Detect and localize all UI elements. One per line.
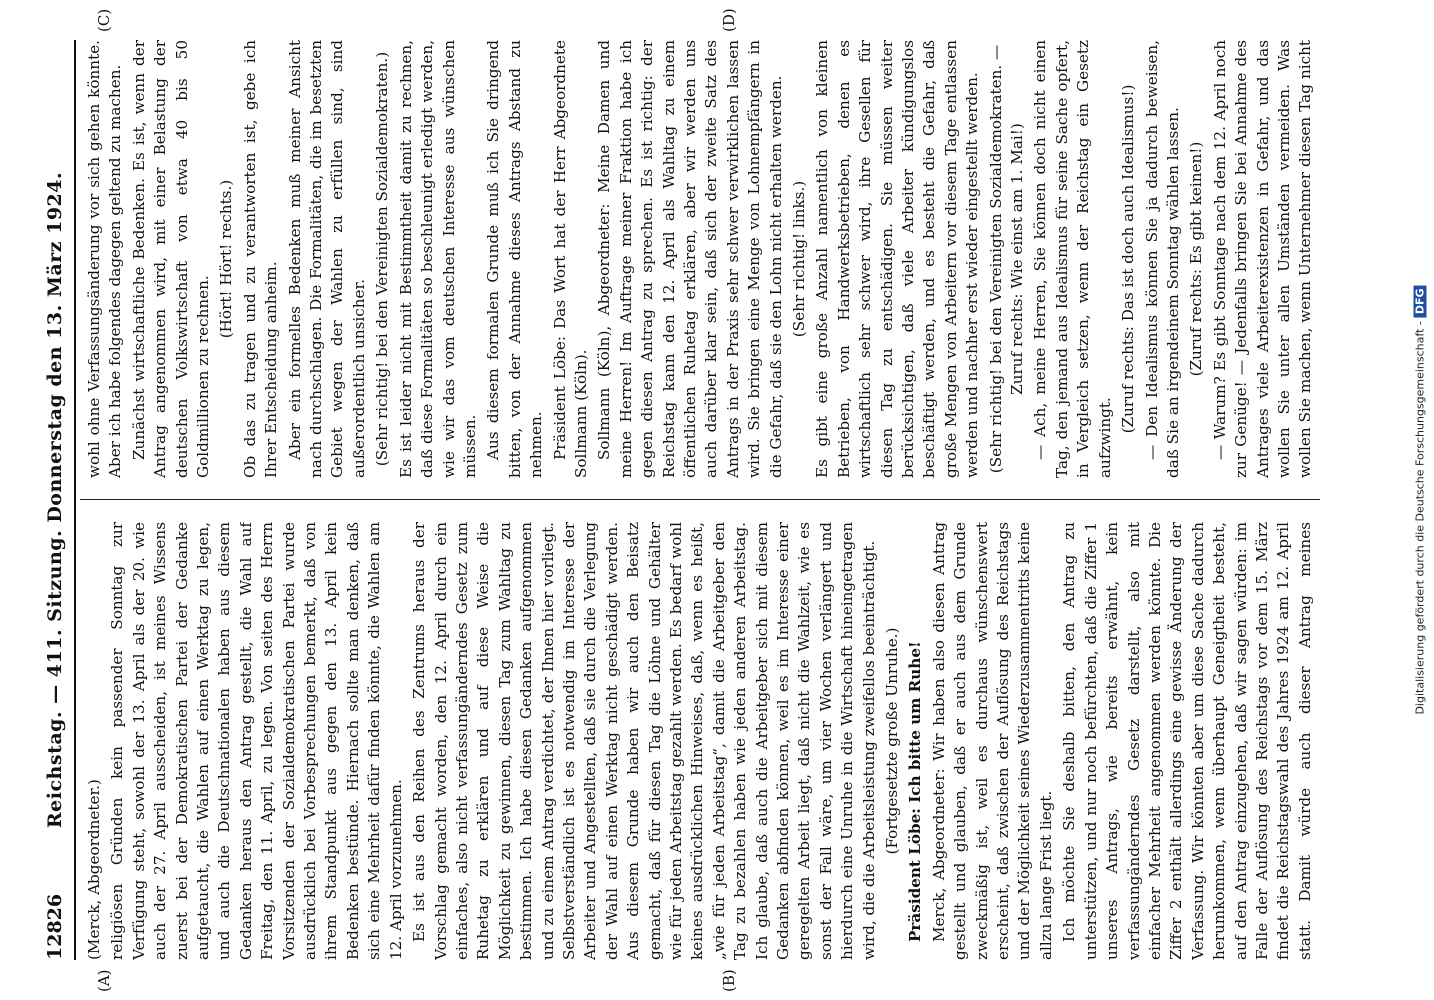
interjection: (Hört! Hört! rechts.) — [217, 179, 236, 339]
margin-marker-a: (A) — [95, 969, 113, 992]
right-column — [84, 40, 1314, 478]
paragraph: wohl ohne Verfassungsänderung vor sich gehen könnte. Aber ich habe folgendes dagegen geltend zu machen. — [85, 40, 125, 478]
page-title: Reichstag. — 411. Sitzung. Donnerstag den 13. März 1924. — [44, 171, 66, 829]
paragraph: — Den Idealismus können Sie ja dadurch beweisen, daß Sie an irgendeinem Sonntag wählen lassen. — [1142, 40, 1182, 478]
column-divider — [80, 499, 1320, 500]
page-header — [40, 40, 76, 960]
president-remark: Präsident Löbe: Das Wort hat der Herr Abgeordnete Sollmann (Köln). — [550, 40, 590, 478]
left-column — [84, 522, 1314, 960]
dfg-logo: DFG — [1414, 285, 1427, 317]
speaker-note: (Merck, Abgeordneter.) — [85, 779, 103, 960]
paragraph: Sollmann (Köln), Abgeordneter: Meine Damen und meine Herren! Im Auftrage meiner Fraktion habe ich gegen diesen Antrag zu sprechen. Es ist richtig: der Reichstag kann den 12. April als Wahltag zu einem öffentlichen Ruhetag erklären, aber wir werden uns auch darüber klar sein, daß sich der zweite Satz des Antrags in der Praxis sehr schwer verwirklichen lassen wird. Sie bringen eine Menge von Lohnempfängern in die Gefahr, daß sie den Lohn nicht erhalten werden. — [595, 40, 785, 478]
interjection: (Sehr richtig! bei den Vereinigten Sozialdemokraten. — Zuruf rechts: Wie einst am 1. Mai!) — [986, 44, 1027, 474]
interjection: (Sehr richtig! links.) — [790, 180, 808, 338]
paragraph: Es ist leider nicht mit Bestimmtheit damit zu rechnen, daß diese Formalitäten so beschleunigt erledigt werden, wie wir das vom deutschen Interesse aus wünschen müssen. — [396, 40, 479, 478]
paragraph: Zunächst wirtschaftliche Bedenken. Es ist, wenn der Antrag angenommen wird, mit einer Belastung der deutschen Volkswirtschaft von etwa 40 bis 50 Goldmillionen zu rechnen. — [129, 40, 213, 478]
paragraph: Es ist aus den Reihen des Zentrums heraus der Vorschlag gemacht worden, den 12. April durch ein einfaches, also nicht verfassungänderndes Gesetz zum Ruhetag zu erklären und auf diese Weise die Möglichkeit zu gewinnen, diesen Tag zum Wahltag zu bestimmen. Ich habe diesen Gedanken aufgenommen und zu einem Antrag verdichtet, der Ihnen hier vorliegt. Selbstverständlich ist es notwendig im Interesse der Arbeiter und Angestellten, daß sie durch die Verlegung der Wahl auf einen Werktag nicht geschädigt werden. Aus diesem Grunde haben wir auch den Beisatz gemacht, daß für diesen Tag die Löhne und Gehälter wie für jeden Arbeitstag gezahlt werden. Es bedarf wohl keines ausdrücklichen Hinweises, daß, wenn es heißt, „wie für jeden Arbeitstag“, damit die Arbeitgeber den Tag zu bezahlen haben wie jeden anderen Arbeitstag. Ich glaube, daß auch die Arbeitgeber sich mit diesem Gedanken abfinden können, weil es im Interesse einer geregelten Arbeit liegt, daß nicht die Wahlzeit, wie es sonst der Fall wäre, um vier Wochen verlängert und hierdurch eine Unruhe in die Wirtschaft hineingetragen wird, die die Arbeitsleistung zweifellos beeinträchtigt. — [410, 522, 878, 960]
paragraph: Aus diesem formalen Grunde muß ich Sie dringend bitten, von der Annahme dieses Antrags Abstand zu nehmen. — [484, 40, 546, 478]
paragraph: — Ach, meine Herren, Sie können doch nicht einen Tag, den jemand aus Idealismus für seine Sache opfert, in Vergleich setzen, wenn der Reichstag ein Gesetz aufzwingt. — [1031, 40, 1114, 478]
interjection: (Sehr richtig! bei den Vereinigten Sozialdemokraten.) — [373, 51, 392, 467]
credit-text: Digitalisierung gefördert durch die Deutsche Forschungsgemeinschaft - — [1413, 321, 1427, 715]
paragraph: Es gibt eine große Anzahl namentlich von kleinen Betrieben, von Handwerksbetrieben, denen es wirtschaftlich sehr schwer wird, ihre Gesellen für diesen Tag zu entschädigen. Sie müssen weiter berücksichtigen, daß viele Arbeiter kündigungslos beschäftigt werden, und es besteht die Gefahr, daß große Mengen von Arbeitern vor diesem Tage entlassen werden und nachher erst wieder eingestellt werden. — [813, 40, 982, 478]
page-number: 12826 — [44, 893, 66, 960]
president-remark: Präsident Löbe: Ich bitte um Ruhe! — [906, 641, 925, 942]
paragraph: Ich möchte Sie deshalb bitten, den Antrag zu unterstützen, und nur noch befürchten, daß die Ziffer 1 unseres Antrags, wie bereits erwähnt, kein verfassungänderndes Gesetz darstellt, also mit einfacher Mehrheit angenommen werden könnte. Die Ziffer 2 enthält allerdings eine gewisse Änderung der Verfassung. Wir könnten aber um diese Sache dadurch herumkommen, wenn überhaupt Geneigtheit besteht, auf den Antrag einzugehen, daß wir sagen würden: im Falle der Auflösung des Reichstags vor dem 15. März findet die Reichstagswahl des Jahres 1924 am 12. April statt. Damit würde auch dieser Antrag meines — [1060, 522, 1314, 960]
paragraph: Aber ein formelles Bedenken muß meiner Ansicht nach durchschlagen. Die Formalitäten, die im besetzten Gebiet wegen der Wahlen zu erfüllen sind, sind außerordentlich unsicher. — [285, 40, 368, 478]
margin-marker-b: (B) — [720, 969, 738, 992]
margin-marker-d: (D) — [720, 8, 738, 32]
paragraph: religiösen Gründen kein passender Sonntag zur Verfügung steht, sowohl der 13. April als der 20. wie auch der 27. April ausscheiden, ist meines Wissens zuerst bei der Demokratischen Partei der Gedanke aufgetaucht, die Wahlen auf einen Werktag zu legen, und auch die Deutschnationalen haben aus diesem Gedanken heraus den Antrag gestellt, die Wahl auf Freitag, den 11. April, zu legen. Von seiten des Herrn Vorsitzenden der Sozialdemokratischen Partei wurde ausdrücklich bei Vorbesprechungen bemerkt, daß von ihrem Standpunkt aus gegen den 13. April kein Bedenken bestünde. Hiernach sollte man denken, daß sich eine Mehrheit dafür finden könnte, die Wahlen am 12. April vorzunehmen. — [108, 522, 405, 960]
interjection: (Zuruf rechts: Es gibt keinen!) — [1187, 141, 1206, 377]
interjection: (Zuruf rechts: Das ist doch auch Idealismus!) — [1119, 84, 1138, 434]
credit-text-wrap — [1414, 285, 1427, 714]
digitization-credit — [1410, 10, 1430, 990]
paragraph: Merck, Abgeordneter: Wir haben also diesen Antrag gestellt und glauben, daß er auch aus dem Grunde zweckmäßig ist, weil es durchaus wünschenswert erscheint, daß zwischen der Auflösung des Reichstags und der Möglichkeit seines Wiederzusammentritts keine allzu lange Frist liegt. — [929, 522, 1055, 960]
margin-marker-c: (C) — [95, 8, 113, 32]
paragraph: — Warum? Es gibt Sonntage nach dem 12. April noch zur Genüge! — Jedenfalls bringen Sie bei Annahme des Antrages viele Arbeiterexistenzen in Gefahr, und das wollen Sie unter allen Umständen vermeiden. Was wollen Sie machen, wenn Unternehmer diesen Tag nicht — [1210, 40, 1314, 478]
paragraph: Ob das zu tragen und zu verantworten ist, gebe ich Ihrer Entscheidung anheim. — [240, 40, 281, 478]
interjection: (Fortgesetzte große Unruhe.) — [883, 627, 902, 855]
